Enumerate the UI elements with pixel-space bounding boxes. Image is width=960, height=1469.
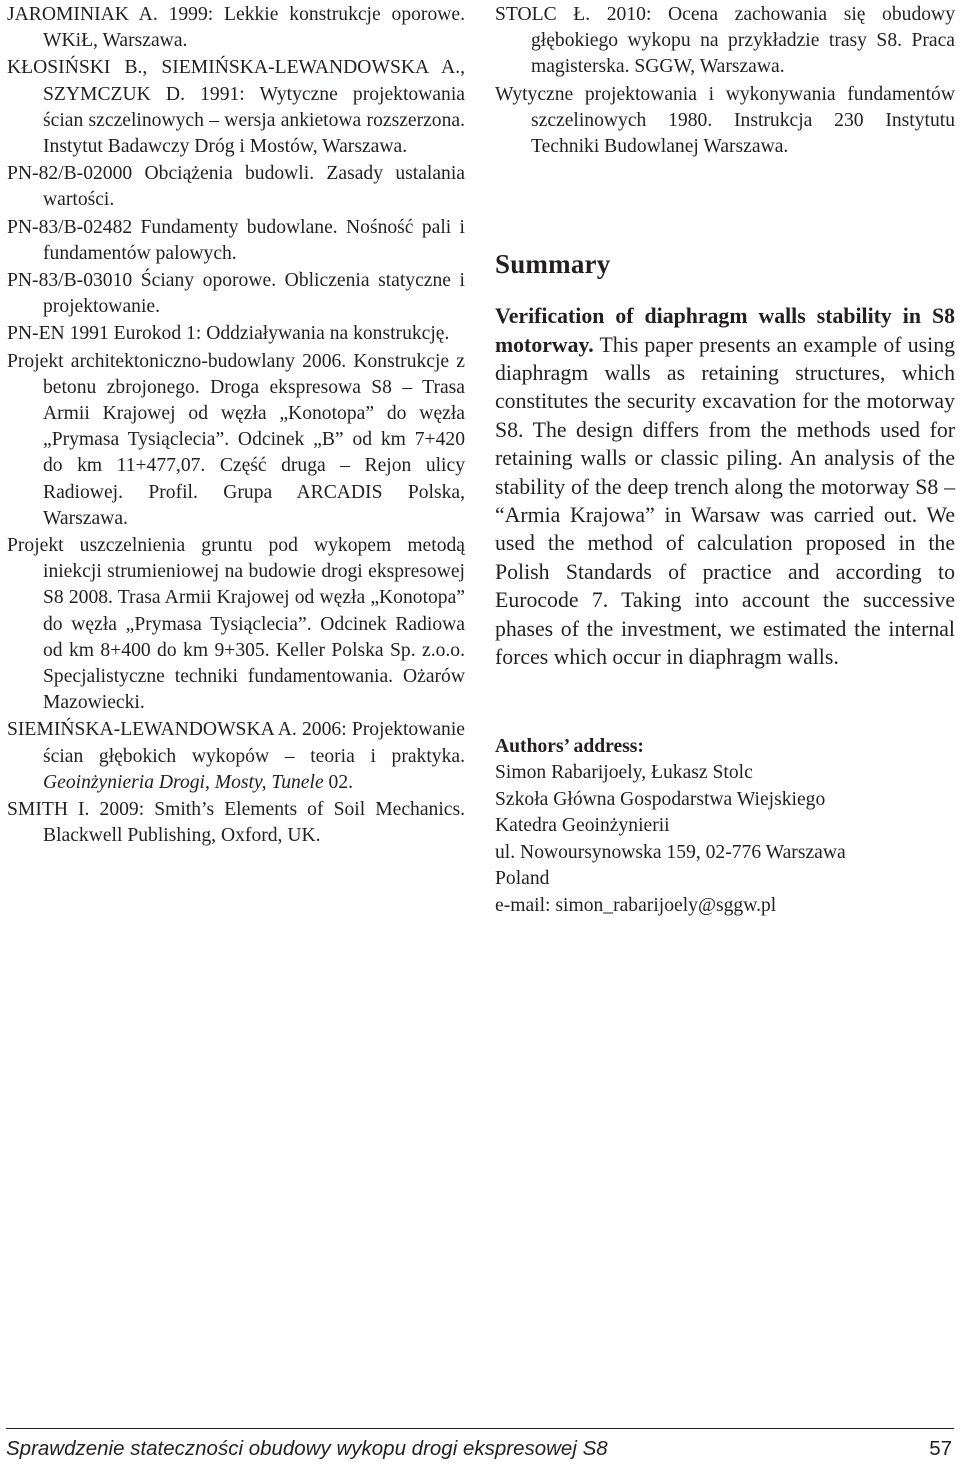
- reference-entry: PN-83/B-02482 Fundamenty budowlane. Nośność pali i fundamentów palowych.: [7, 216, 465, 264]
- reference-entry: SMITH I. 2009: Smith’s Elements of Soil Mechanics. Blackwell Publishing, Oxford, UK.: [7, 799, 465, 847]
- running-title: Sprawdzenie stateczności obudowy wykopu drogi ekspresowej S8: [6, 1437, 608, 1460]
- author-email: e-mail: simon_rabarijoely@sggw.pl: [495, 894, 777, 916]
- reference-entry: STOLC Ł. 2010: Ocena zachowania się obudowy głębokiego wykopu na przykładzie trasy S8. Praca magisterska. SGGW, Warszawa.: [495, 4, 955, 78]
- author-line: Simon Rabarijoely, Łukasz Stolc: [495, 762, 753, 783]
- summary-title: Verification of diaphragm walls stability in S8 motorway.: [495, 304, 955, 357]
- reference-entry: PN-83/B-03010 Ściany oporowe. Obliczenia statyczne i projektowanie.: [7, 270, 465, 318]
- page-number: 57: [929, 1437, 952, 1460]
- summary-text: This paper presents an example of using diaphragm walls as retaining structures, which constitutes the security excavation for the motorway S8. The design differs from the methods used for retaining walls or classic piling. An analysis of the stability of the deep trench along the motorway S8 – “Armia Krajowa” in Warsaw was carried out. We used the method of calculation proposed in the Polish Standards of practice and according to Eurocode 7. Taking into account the successive phases of the investment, we estimated the internal forces which occur in diaphragm walls.: [495, 332, 955, 670]
- authors-address: [495, 734, 955, 920]
- summary-heading: Summary: [495, 249, 611, 280]
- reference-entry: PN-82/B-02000 Obciążenia budowli. Zasady ustalania wartości.: [7, 163, 465, 211]
- reference-entry: Wytyczne projektowania i wykonywania fundamentów szczelinowych 1980. Instrukcja 230 Instytutu Techniki Budowlanej Warszawa.: [495, 83, 955, 158]
- author-line: Poland: [495, 868, 550, 889]
- reference-tail: 02.: [323, 771, 354, 793]
- reference-entry: Projekt architektoniczno-budowlany 2006. Konstrukcje z betonu zbrojonego. Droga ekspresowa S8 – Trasa Armii Krajowej od węzła „Konotopa” do węzła „Prymasa Tysiąclecia”. Odcinek „B” od km 7+420 do km 11+477,07. Część druga – Rejon ulicy Radiowej. Profil. Grupa ARCADIS Polska, Warszawa.: [7, 350, 465, 529]
- author-line: Katedra Geoinżynierii: [495, 815, 670, 836]
- reference-journal: Geoinżynieria Drogi, Mosty, Tunele: [43, 771, 324, 793]
- reference-entry: KŁOSIŃSKI B., SIEMIŃSKA-LEWANDOWSKA A., SZYMCZUK D. 1991: Wytyczne projektowania ścian szczelinowych – wersja ankietowa rozszerzona. Instytut Badawczy Dróg i Mostów, Warszawa.: [7, 57, 465, 158]
- left-column: [7, 2, 465, 851]
- reference-text: SIEMIŃSKA-LEWANDOWSKA A. 2006: Projektowanie ścian głębokich wykopów – teoria i praktyka.: [7, 719, 465, 767]
- reference-entry: [7, 717, 465, 796]
- page-footer: [6, 1428, 954, 1461]
- authors-label: Authors’ address:: [495, 735, 644, 757]
- reference-entry: JAROMINIAK A. 1999: Lekkie konstrukcje oporowe. WKiŁ, Warszawa.: [7, 4, 465, 52]
- author-line: Szkoła Główna Gospodarstwa Wiejskiego: [495, 788, 826, 810]
- author-line: ul. Nowoursynowska 159, 02-776 Warszawa: [495, 841, 846, 863]
- reference-entry: Projekt uszczelnienia gruntu pod wykopem metodą iniekcji strumieniowej na budowie drogi ekspresowej S8 2008. Trasa Armii Krajowej od węzła „Konotopa” do węzła „Prymasa Tysiąclecia”. Odcinek Radiowa od km 8+400 do km 9+305. Keller Polska Sp. z.o.o. Specjalistyczne techniki fundamentowania. Ożarów Mazowiecki.: [7, 535, 465, 714]
- reference-entry: PN-EN 1991 Eurokod 1: Oddziaływania na konstrukcję.: [7, 323, 450, 345]
- summary-abstract: [495, 302, 955, 671]
- right-column: [495, 2, 955, 919]
